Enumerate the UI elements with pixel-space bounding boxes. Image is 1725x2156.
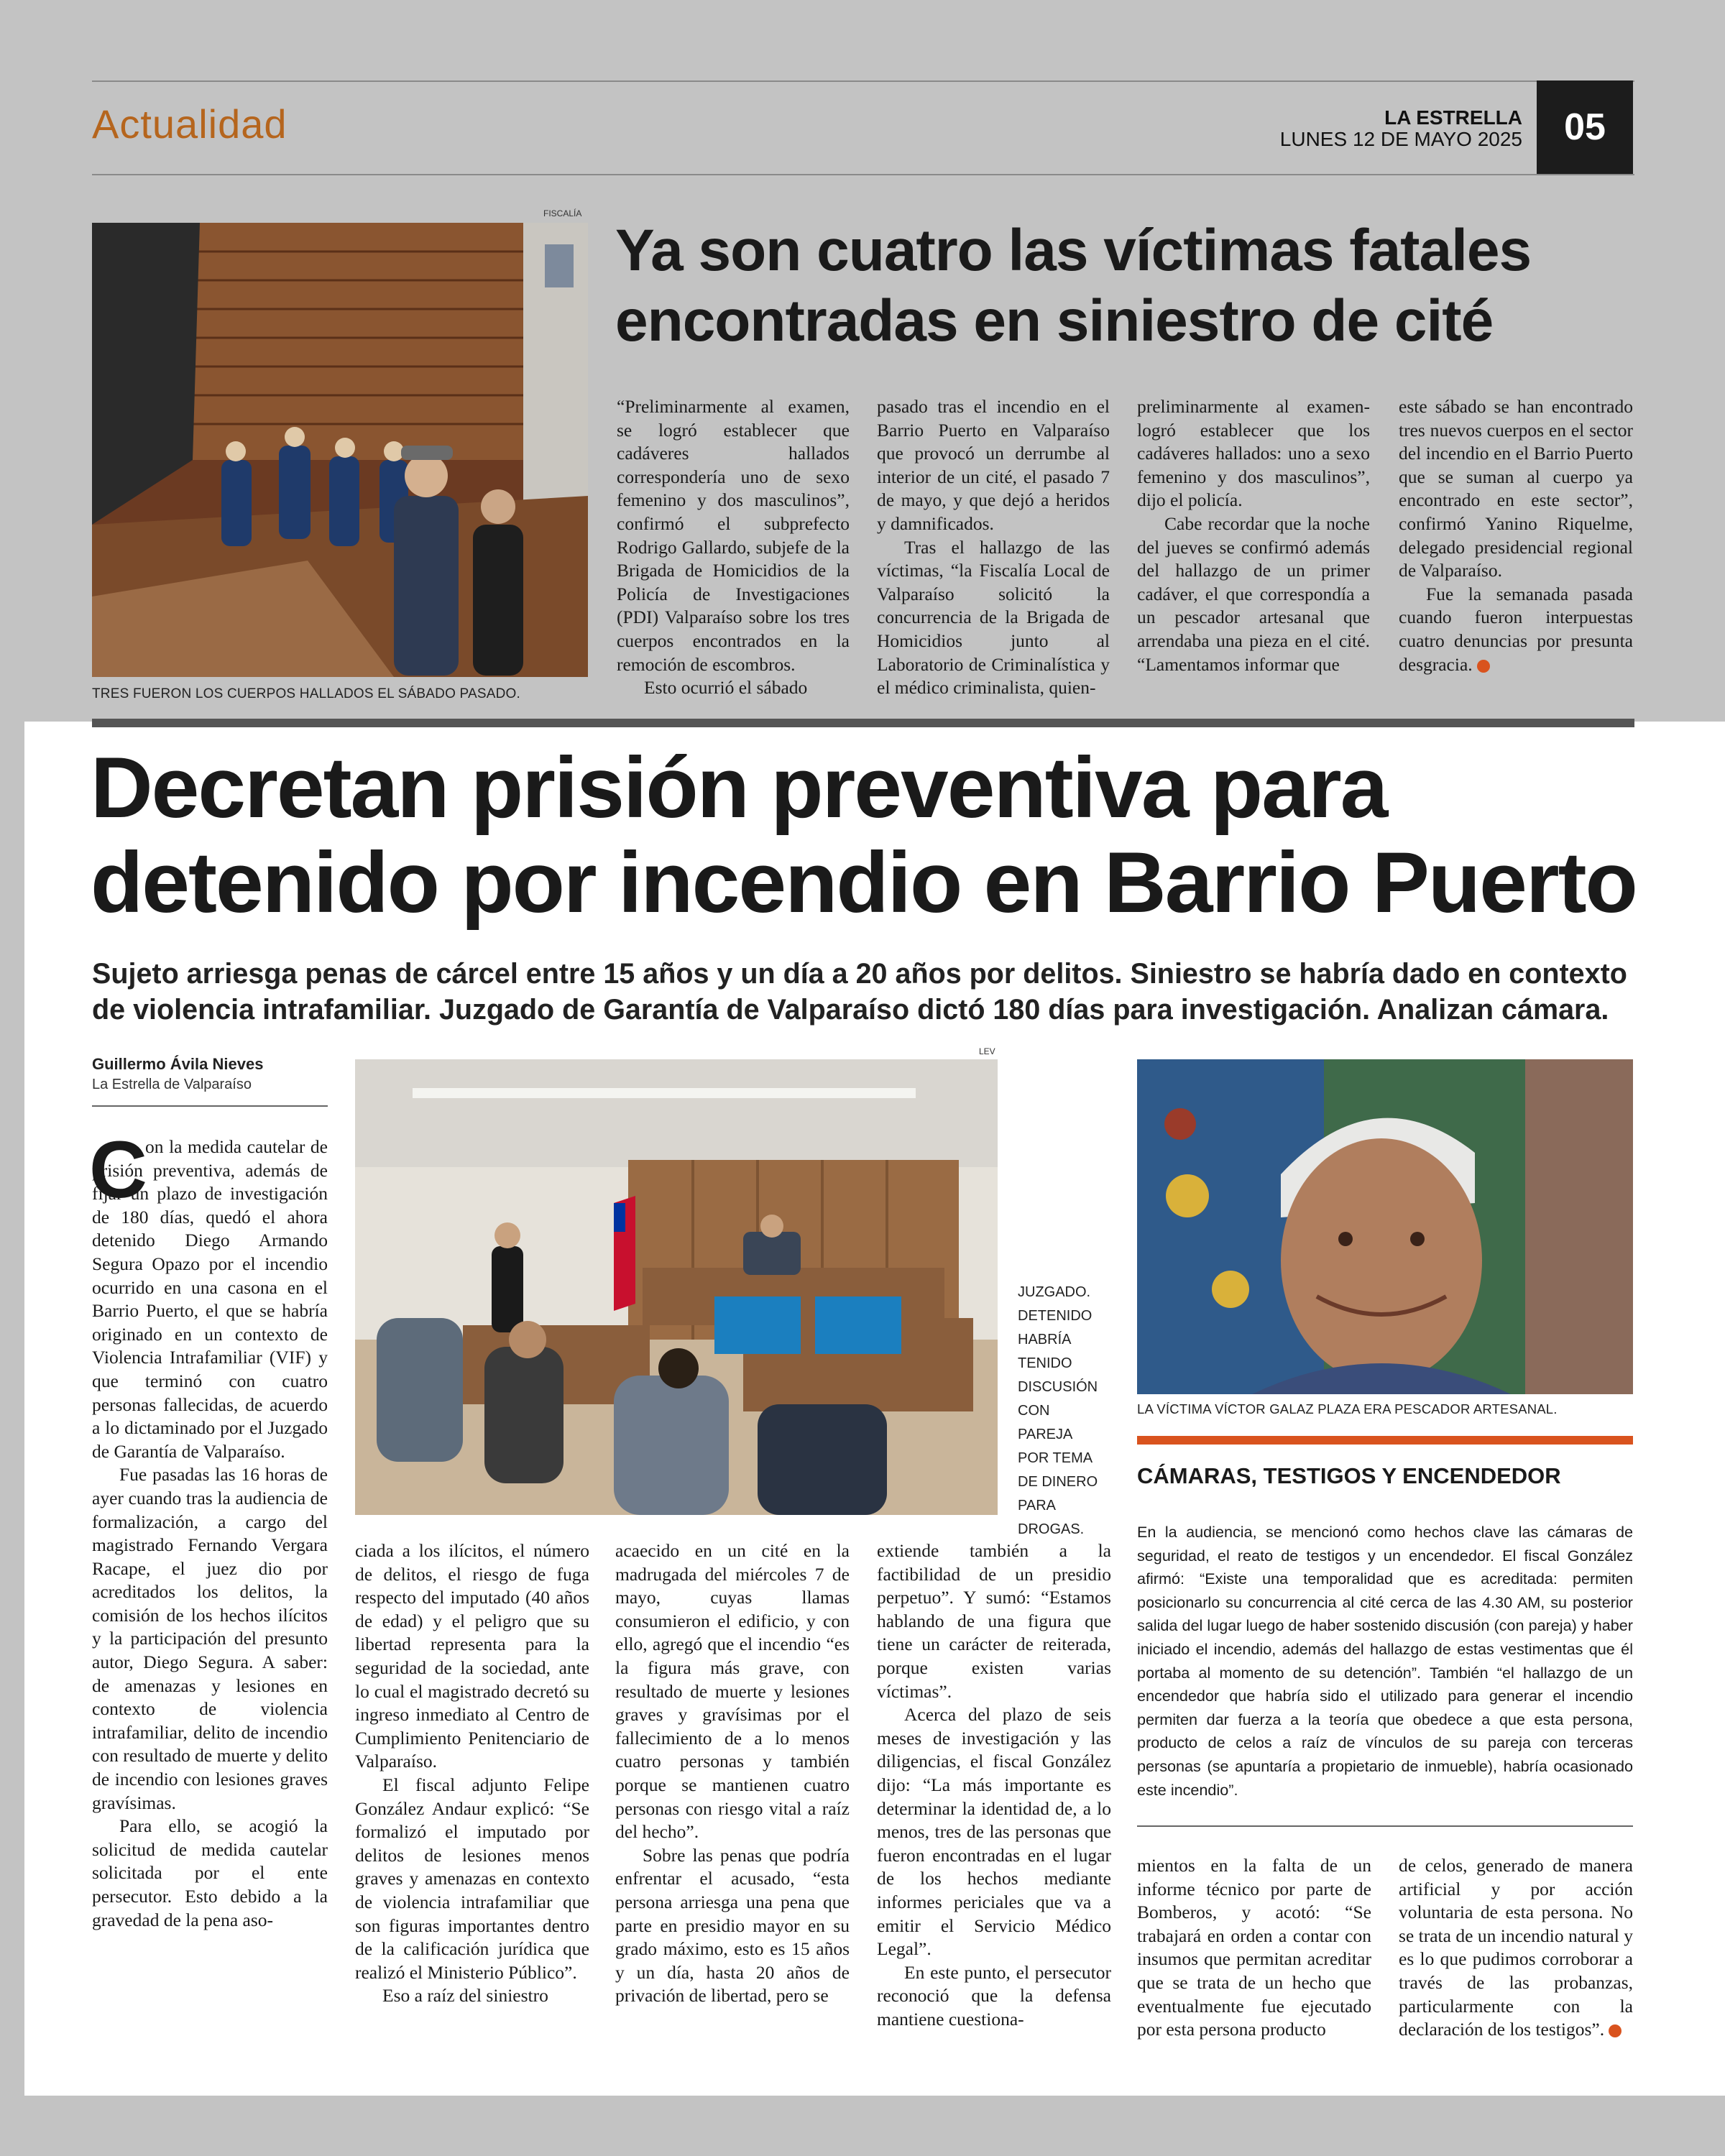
sidebar-bottom-rule (1137, 1825, 1633, 1827)
story2-col1-para3: Para ello, se acogió la solicitud de medida cautelar solicitada por el ente persecutor. Esto debido a la gravedad de la pena aso- (92, 1815, 328, 1930)
story2-col4-para3: En este punto, el persecutor reconoció que la defensa mantiene cuestiona- (877, 1961, 1111, 2030)
victim-portrait-illustration (1137, 1059, 1633, 1394)
byline-author: Guillermo Ávila Nieves (92, 1055, 264, 1073)
victim-caption: LA VÍCTIMA VÍCTOR GALAZ PLAZA ERA PESCADOR ARTESANAL. (1137, 1401, 1558, 1416)
story2-deck (92, 956, 1627, 1028)
sidebar-title: CÁMARAS, TESTIGOS Y ENCENDEDOR (1137, 1463, 1561, 1488)
byline-outlet: La Estrella de Valparaíso (92, 1077, 252, 1092)
story1-headline (615, 216, 1531, 356)
sidebar-accent-rule (1137, 1436, 1633, 1445)
story1-col3-para1: preliminarmente al examen- logró establecer que los cadáveres hallados: uno a sexo femenino y dos masculinos”, dijo el policía. (1137, 396, 1370, 511)
story2-column-6 (1399, 1854, 1633, 2042)
story2-top-rule (92, 719, 1634, 727)
story2-col2-para2: El fiscal adjunto Felipe González Andaur explicó: “Se formalizó el imputado por delitos de lesiones menos graves y amenazas en contexto de violencia intrafamiliar que son figuras importantes dentro de la calificación jurídica que realizó el Ministerio Público”. (355, 1774, 589, 1983)
story1-column-1 (617, 395, 850, 700)
sidebar-body: En la audiencia, se mencionó como hechos clave las cámaras de seguridad, el reato de testigos y un encendedor. El fiscal González afirmó: “Existe una temporalidad que es acreditada: permiten posicionarlo su concurrencia al cité cerca de las 4.30 AM, su posterior salida del lugar luego de haber sostenido discusión (con pareja) y haber iniciado el incendio, además del hallazgo de estas vestimentas que él portaba al momento de su detención”. También “el hallazgo de un encendedor que habría sido el utilizado para generar el incendio permiten dar fuerza a la teoría que obedece a que esta persona, producto de celos a raíz de vínculos de su pareja con terceras personas (se apuntaría a propietario de inmueble), habría ocasionado este incendio”. (1137, 1523, 1633, 1799)
rubble-photo-credit: FISCALÍA (543, 208, 582, 218)
story2-col4-para1: extiende también a la factibilidad de un presidio perpetuo”. Y sumó: “Estamos hablando de una figura que tiene un carácter de reiterada, porque existen varias víctimas”. (877, 1540, 1111, 1702)
story1-headline-line1: Ya son cuatro las víctimas fatales (615, 218, 1532, 283)
story2-col6-para1: de celos, generado de manera artificial y por acción voluntaria de esta persona. No se trata de un incendio natural y es lo que pudimos corroborar a través de las probanzas, particularmente con la declaración de los testigos”. (1399, 1855, 1633, 2040)
story2-col2-para3: Eso a raíz del siniestro (382, 1985, 548, 2007)
story2-col1-para2: Fue pasadas las 16 horas de ayer cuando tras la audiencia de formalización, a cargo del magistrado Fernando Vergara Racape, el juez dio por acreditados los delitos, la comisión de los hechos ilícitos y la participación del presunto autor, Diego Segura. A saber: de amenazas y lesiones en contexto de violencia intrafamiliar, delito de incendio con resultado de muerte y delito de incendio con lesiones graves gravísimas. (92, 1464, 328, 1813)
victim-photo (1137, 1059, 1633, 1394)
story1-column-4 (1399, 395, 1633, 676)
page-number-box (1537, 80, 1633, 174)
story1-col4-para1: este sábado se han encontrado tres nuevos cuerpos en el sector del incendio en el Barrio Puerto que se suman al cuerpo ya encontrado en este sector”, confirmó Yanino Riquelme, delegado presidencial regional de Valparaíso. (1399, 396, 1633, 581)
story2-col5-para1: mientos en la falta de un informe técnico por parte de Bomberos, y acotó: “Se trabajará en orden a contar con insumos que permitan acreditar que se trata de un hecho que eventualmente fue ejecutado por esta persona producto (1137, 1855, 1371, 2040)
story2-column-5 (1137, 1854, 1371, 2042)
story2-col4-para2: Acerca del plazo de seis meses de investigación y las diligencias, el fiscal González dijo: “La más importante es determinar la identidad de, a lo menos, tres de las personas que fueron encontradas en el lugar de los hechos mediante informes periciales que va a emitir el Servicio Médico Legal”. (877, 1704, 1111, 1960)
byline-rule (92, 1105, 328, 1107)
drop-cap: C (89, 1125, 147, 1215)
story2-column-1 (92, 1135, 328, 1932)
story2-headline-line1: Decretan prisión preventiva para (91, 740, 1387, 836)
top-rule (92, 80, 1634, 82)
courtroom-illustration (355, 1059, 998, 1515)
rubble-illustration (92, 223, 588, 677)
story1-column-2 (877, 395, 1110, 700)
story2-column-4 (877, 1539, 1111, 2031)
story2-column-3 (615, 1539, 850, 2008)
issue-date: LUNES 12 DE MAYO 2025 (1279, 128, 1522, 150)
story2-col3-para1: acaecido en un cité en la madrugada del miércoles 7 de mayo, cuyas llamas consumieron el edificio, y con ello, agregó que el incendio “es la figura más grave, con resultado de muerte y lesiones graves y gravísimas por el fallecimiento de a lo menos cuatro personas y también porque se mantienen cuatro personas con riesgo vital a raíz del hecho”. (615, 1540, 850, 1843)
story1-column-3 (1137, 395, 1370, 676)
story2-column-2 (355, 1539, 589, 2008)
end-mark-icon (1609, 2024, 1622, 2037)
story2-headline-line2: detenido por incendio en Barrio Puerto (91, 834, 1637, 931)
end-mark-icon (1477, 660, 1490, 673)
courtroom-photo (355, 1059, 998, 1515)
header-rule (92, 174, 1634, 175)
story1-headline-line2: encontradas en siniestro de cité (615, 288, 1494, 354)
courtroom-caption: JUZGADO. DETENIDO HABRÍA TENIDO DISCUSIÓN CON PAREJA POR TEMA DE DINERO PARA DROGAS. (1018, 1284, 1098, 1537)
rubble-photo-caption: TRES FUERON LOS CUERPOS HALLADOS EL SÁBADO PASADO. (92, 686, 520, 701)
story2-col3-para2: Sobre las penas que podría enfrentar el acusado, “esta persona arriesga una pena que parte en presidio mayor en su grado máximo, esto es 15 años y un día, hasta 20 años de privación de libertad, pero se (615, 1844, 850, 2007)
rubble-photo (92, 223, 588, 677)
page-number: 05 (1564, 106, 1606, 148)
courtroom-photo-credit: LEV (979, 1046, 995, 1056)
story2-headline (91, 740, 1637, 930)
story1-col3-para2: Cabe recordar que la noche del jueves se confirmó además del hallazgo de un primer cadáver, el que correspondía a un pescador artesanal que arrendaba una pieza en el cité. “Lamentamos informar que (1137, 512, 1370, 675)
story1-col2-para1: pasado tras el incendio en el Barrio Puerto en Valparaíso que provocó un derrumbe al interior de un cité, el pasado 7 de mayo, y que dejó a heridos y damnificados. (877, 396, 1110, 534)
story1-col2-para2: Tras el hallazgo de las víctimas, “la Fiscalía Local de Valparaíso solicitó la concurrencia de la Brigada de Homicidios junto al Laboratorio de Criminalística y el médico criminalista, quien- (877, 536, 1110, 699)
story1-col1-para2: Esto ocurrió el sábado (644, 677, 808, 699)
story2-col1-para1: on la medida cautelar de prisión preventiva, además de fijar un plazo de investigación de 180 días, quedó el ahora detenido Diego Armando Segura Opazo por el incendio ocurrido en una casona en el Barrio Puerto, el que se habría originado en un contexto de Violencia Intrafamiliar (VIF) y que terminó con cuatro personas fallecidas, de acuerdo a lo dictaminado por el Juzgado de Garantía de Valparaíso. (92, 1136, 328, 1462)
paper-name: LA ESTRELLA (1384, 106, 1522, 129)
story1-col4-para2: Fue la semanada pasada cuando fueron interpuestas cuatro denuncias por presunta desgracia. (1399, 583, 1633, 675)
section-label: Actualidad (92, 101, 288, 147)
story1-col1-para1: “Preliminarmente al examen, se logró establecer que cadáveres hallados correspondería uno de sexo femenino y dos masculinos”, confirmó el subprefecto Rodrigo Gallardo, subjefe de la Brigada de Homicidios de la Policía de Investigaciones (PDI) Valparaíso sobre los tres cuerpos encontrados en la remoción de escombros. (617, 396, 850, 675)
story2-deck-line1: Sujeto arriesga penas de cárcel entre 15 años y un día a 20 años por delitos. Siniestro se habría dado en contexto (92, 958, 1627, 990)
story2-col2-para1: ciada a los ilícitos, el número de delitos, el riesgo de fuga respecto del imputado (40 años de edad) y el peligro que su libertad representa para la seguridad de la sociedad, ante lo cual el magistrado decretó su ingreso inmediato al Centro de Cumplimiento Penitenciario de Valparaíso. (355, 1540, 589, 1772)
story2-deck-line2: de violencia intrafamiliar. Juzgado de Garantía de Valparaíso dictó 180 días para investigación. Analizan cámara. (92, 994, 1609, 1026)
